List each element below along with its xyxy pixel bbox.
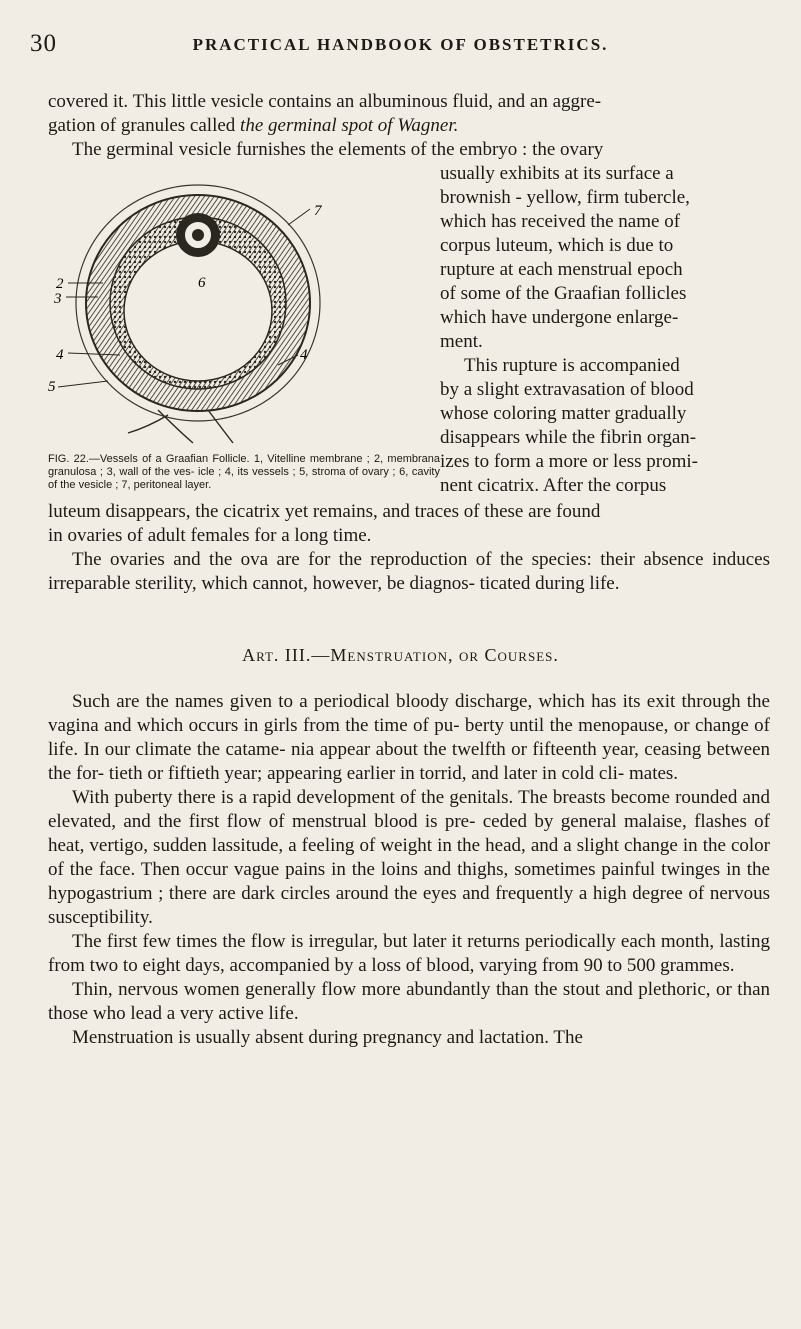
text-line: izes to form a more or less promi- — [440, 451, 699, 472]
text-line: whose coloring matter gradually — [440, 403, 687, 424]
text-line: by a slight extravasation of blood — [440, 379, 694, 400]
germinal-vesicle — [192, 229, 204, 241]
wrapped-text-column — [440, 162, 770, 498]
follicle-illustration — [48, 175, 333, 445]
page-header — [0, 30, 801, 60]
paragraph: With puberty there is a rapid development of the genitals. The breasts become rounded and elevated, and the first flow of menstrual blood is pre- ceded by general malaise, flashes of heat, vertigo, sudden lassitude, a feeling of weight in the head, and a slight change in the color of the face. Then occur vague pains in the loins and thighs, sometimes painful twinges in the hypogastrium ; there are dark circles around the eyes and frequently a high degree of nervous susceptibility. — [48, 787, 770, 928]
running-head: PRACTICAL HANDBOOK OF OBSTETRICS. — [192, 35, 609, 54]
figure-label: 4 — [56, 347, 64, 363]
follicle-cavity — [124, 241, 272, 381]
figure-label: 4 — [300, 347, 308, 363]
text-line: of some of the Graafian follicles — [440, 283, 687, 304]
text-line: nent cicatrix. After the corpus — [440, 475, 667, 496]
section-heading: Art. III.—Menstruation, or Courses. — [242, 645, 559, 665]
opening-paragraph — [48, 90, 770, 162]
leader-line — [58, 381, 108, 387]
leader-line — [288, 209, 310, 225]
paragraph: Thin, nervous women generally flow more abundantly than the stout and plethoric, or than those who lead a very active life. — [48, 979, 770, 1024]
text-line: ment. — [440, 331, 483, 352]
text-line: covered it. This little vesicle contains an albuminous fluid, and an aggre- — [48, 91, 602, 112]
text-line: which has received the name of — [440, 211, 681, 232]
text-line: gation of granules called the germinal spot of Wagner. — [48, 115, 459, 136]
continued-paragraph — [48, 500, 770, 596]
graafian-follicle-figure — [48, 175, 333, 445]
text-line: luteum disappears, the cicatrix yet remains, and traces of these are found — [48, 501, 601, 522]
text-line: which have undergone enlarge- — [440, 307, 679, 328]
text-line: usually exhibits at its surface a — [440, 163, 674, 184]
figure-label: 7 — [314, 203, 322, 219]
menstruation-text — [48, 690, 770, 1050]
text-line: The germinal vesicle furnishes the elements of the embryo : the ovary — [72, 139, 604, 160]
text-line: rupture at each menstrual epoch — [440, 259, 683, 280]
text-line: This rupture is accompanied — [464, 355, 680, 376]
paragraph: Such are the names given to a periodical bloody discharge, which has its exit through the vagina and which occurs in girls from the time of pu- berty until the menopause, or change of life. In our climate the catame- nia appear about the twelfth or fifteenth year, ceasing between the for- tieth or fiftieth year; appearing earlier in torrid, and later in cold cli- mates. — [48, 691, 770, 784]
figure-caption: FIG. 22.—Vessels of a Graafian Follicle. 1, Vitelline membrane ; 2, membrana granulosa ; 3, wall of the ves- icle ; 4, its vessels ; 5, stroma of ovary ; 6, cavity of the vesicle ; 7, peritoneal layer. — [48, 453, 440, 491]
figure-label: 2 — [56, 276, 64, 292]
follicle-vessels — [128, 410, 233, 443]
text-line: corpus luteum, which is due to — [440, 235, 674, 256]
text-line: in ovaries of adult females for a long time. — [48, 525, 372, 546]
text-line: brownish - yellow, firm tubercle, — [440, 187, 690, 208]
paragraph: The first few times the flow is irregular, but later it returns periodically each month, lasting from two to eight days, accompanied by a loss of blood, varying from 90 to 500 grammes. — [48, 931, 770, 976]
germinal-spot-term: the germinal spot of Wagner. — [240, 115, 459, 136]
figure-label: 6 — [198, 275, 206, 291]
figure-label: 3 — [54, 291, 62, 307]
text-line: disappears while the fibrin organ- — [440, 427, 697, 448]
paragraph: Menstruation is usually absent during pregnancy and lactation. The — [72, 1027, 583, 1048]
paragraph: The ovaries and the ova are for the reproduction of the species: their absence induces irreparable sterility, which cannot, however, be diagnos- ticated during life. — [48, 549, 770, 594]
page-number: 30 — [30, 30, 57, 57]
figure-label: 5 — [48, 379, 56, 395]
